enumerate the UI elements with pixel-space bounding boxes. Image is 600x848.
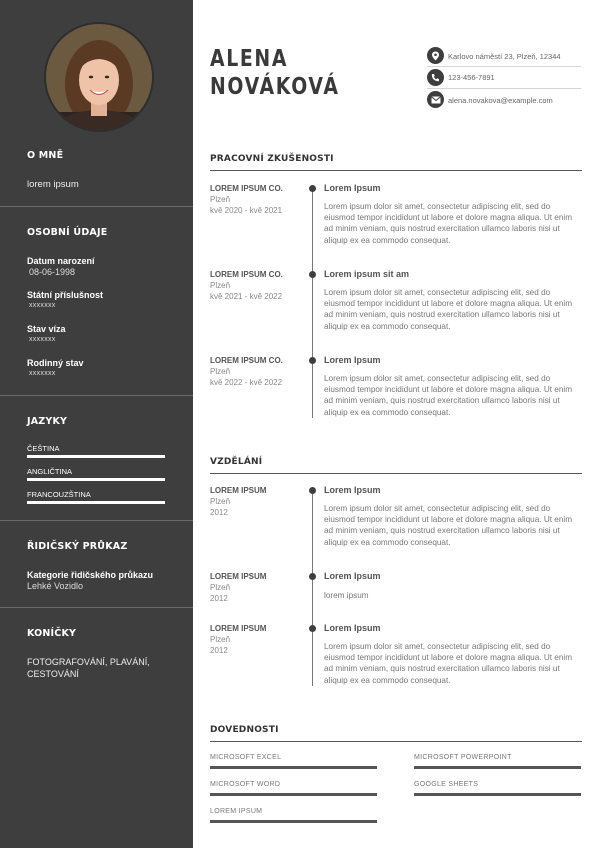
employer-place: Plzeň [210, 195, 231, 204]
school-place: Plzeň [210, 635, 231, 644]
divider [0, 520, 193, 521]
job-title: Lorem ipsum sit am [324, 269, 410, 279]
about-heading: O MNĚ [27, 150, 64, 161]
degree-title: Lorem Ipsum [324, 571, 381, 581]
skill-name: MICROSOFT WORD [210, 781, 281, 788]
degree-description: lorem ipsum [324, 591, 369, 600]
timeline-dot [309, 271, 316, 278]
divider [427, 66, 581, 67]
job-description: Lorem ipsum dolor sit amet, consectetur adipiscing elit, sed do eiusmod tempor incididunt ut labore et dolore magna aliqua. Ut enim ad minim veniam, quis nostrud exercitation ullamco laboris nisi ut aliquip ex ea commodo consequat. [324, 288, 573, 331]
employer-name: LOREM IPSUM CO. [210, 184, 283, 193]
language-name: FRANCOUZŠTINA [27, 490, 91, 499]
timeline-line [312, 490, 313, 686]
education-year: 2012 [210, 594, 228, 603]
employment-dates: kvě 2021 - kvě 2022 [210, 292, 283, 301]
hobbies-text: CESTOVÁNÍ [27, 669, 79, 679]
language-name: ANGLIČTINA [27, 467, 73, 476]
license-heading: ŘIDIČSKÝ PRŮKAZ [27, 541, 128, 552]
visa-value: xxxxxxx [29, 336, 56, 343]
license-label: Kategorie řidičského průkazu [27, 570, 154, 580]
personal-heading: OSOBNÍ ÚDAJE [27, 227, 108, 238]
section-rule [210, 741, 582, 742]
divider [0, 206, 193, 207]
degree-title: Lorem Ipsum [324, 485, 381, 495]
skill-level-bar [210, 766, 377, 769]
school-name: LOREM IPSUM [210, 572, 267, 581]
employment-dates: kvě 2022 - kvě 2022 [210, 378, 283, 387]
experience-heading: PRACOVNÍ ZKUŠENOSTI [210, 154, 334, 164]
job-description: Lorem ipsum dolor sit amet, consectetur adipiscing elit, sed do eiusmod tempor incididunt ut labore et dolore magna aliqua. Ut enim ad minim veniam, quis nostrud exercitation ullamco laboris nisi ut aliquip ex ea commodo consequat. [324, 202, 573, 245]
timeline-dot [309, 573, 316, 580]
timeline-line [312, 188, 313, 418]
education-year: 2012 [210, 646, 228, 655]
employer-place: Plzeň [210, 367, 231, 376]
divider [0, 607, 193, 608]
location-icon [427, 47, 444, 64]
section-rule [210, 170, 582, 171]
education-heading: VZDĚLÁNÍ [210, 457, 263, 467]
divider [427, 88, 581, 89]
nationality-value: xxxxxxx [29, 302, 56, 309]
skill-name: MICROSOFT EXCEL [210, 754, 282, 761]
school-name: LOREM IPSUM [210, 486, 267, 495]
employer-place: Plzeň [210, 281, 231, 290]
marital-value: xxxxxxx [29, 370, 56, 377]
degree-title: Lorem Ipsum [324, 623, 381, 633]
skill-name: MICROSOFT POWERPOINT [414, 754, 512, 761]
license-value: Lehké Vozidlo [27, 581, 84, 591]
about-text: lorem ipsum [27, 179, 79, 190]
degree-description: Lorem ipsum dolor sit amet, consectetur adipiscing elit, sed do eiusmod tempor incididunt ut labore et dolore magna aliqua. Ut enim ad minim veniam, quis nostrud exercitation ullamco laboris nisi ut aliquip ex ea commodo consequat. [324, 504, 573, 547]
last-name: NOVÁKOVÁ [210, 74, 340, 100]
employer-name: LOREM IPSUM CO. [210, 270, 283, 279]
language-level-bar [27, 501, 165, 504]
email-icon [427, 91, 444, 108]
marital-label: Rodinný stav [27, 358, 84, 368]
language-level-bar [27, 478, 165, 481]
phone-icon [427, 69, 444, 86]
skill-level-bar [414, 766, 581, 769]
timeline-dot [309, 625, 316, 632]
sidebar [0, 0, 193, 848]
employer-name: LOREM IPSUM CO. [210, 356, 283, 365]
divider [0, 395, 193, 396]
skill-name: LOREM IPSUM [210, 808, 263, 815]
languages-heading: JAZYKY [27, 416, 68, 427]
visa-label: Stav víza [27, 324, 66, 334]
contact-email: alena.novakova@example.com [448, 96, 553, 105]
skill-level-bar [210, 793, 377, 796]
employment-dates: kvě 2020 - kvě 2021 [210, 206, 283, 215]
language-level-bar [27, 455, 165, 458]
contact-address: Karlovo náměstí 23, Plzeň, 12344 [448, 52, 561, 61]
skill-name: GOOGLE SHEETS [414, 781, 479, 788]
language-name: ČEŠTINA [27, 444, 60, 453]
school-place: Plzeň [210, 583, 231, 592]
job-title: Lorem Ipsum [324, 183, 381, 193]
hobbies-heading: KONÍČKY [27, 628, 77, 639]
birthdate-value: 08-06-1998 [29, 267, 76, 277]
timeline-dot [309, 357, 316, 364]
profile-photo [44, 22, 154, 132]
school-name: LOREM IPSUM [210, 624, 267, 633]
section-rule [210, 473, 582, 474]
nationality-label: Státní příslušnost [27, 290, 104, 300]
education-year: 2012 [210, 508, 228, 517]
job-description: Lorem ipsum dolor sit amet, consectetur adipiscing elit, sed do eiusmod tempor incididunt ut labore et dolore magna aliqua. Ut enim ad minim veniam, quis nostrud exercitation ullamco laboris nisi ut aliquip ex ea commodo consequat. [324, 374, 573, 417]
hobbies-text: FOTOGRAFOVÁNÍ, PLAVÁNÍ, [27, 657, 150, 667]
school-place: Plzeň [210, 497, 231, 506]
timeline-dot [309, 487, 316, 494]
skill-level-bar [414, 793, 581, 796]
first-name: ALENA [210, 46, 289, 72]
skill-level-bar [210, 820, 377, 823]
skills-heading: DOVEDNOSTI [210, 725, 279, 735]
birthdate-label: Datum narození [27, 256, 95, 266]
degree-description: Lorem ipsum dolor sit amet, consectetur adipiscing elit, sed do eiusmod tempor incididunt ut labore et dolore magna aliqua. Ut enim ad minim veniam, quis nostrud exercitation ullamco laboris nisi ut aliquip ex ea commodo consequat. [324, 642, 573, 685]
contact-phone: 123-456-7891 [448, 73, 495, 82]
timeline-dot [309, 185, 316, 192]
job-title: Lorem Ipsum [324, 355, 381, 365]
